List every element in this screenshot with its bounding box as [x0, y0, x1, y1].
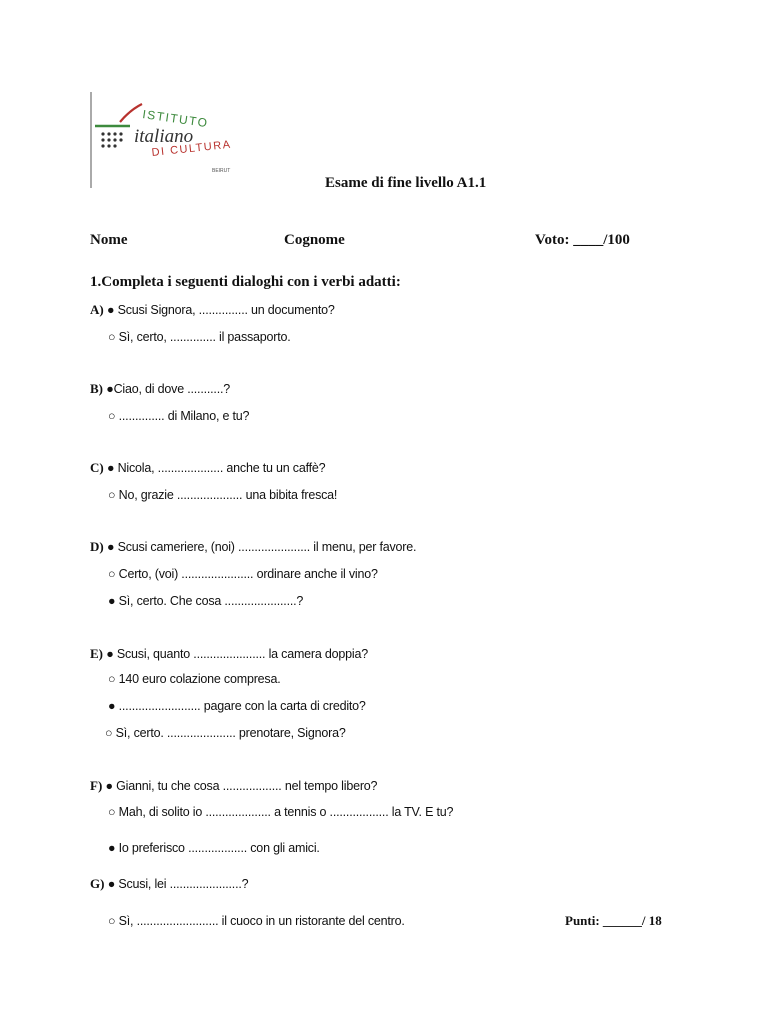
- dialogue-b-line-2: [108, 408, 249, 424]
- exam-title: Esame di fine livello A1.1: [325, 175, 487, 191]
- section-title: 1.Completa i seguenti dialoghi con i verbi adatti:: [90, 274, 401, 290]
- dialogue-label: G): [90, 876, 105, 891]
- dialogue-label: C): [90, 460, 104, 475]
- dialogue-text: ○ No, grazie .................... una bibita fresca!: [108, 488, 338, 502]
- dialogue-text: ○ Mah, di solito io .................... a tennis o .................. la TV. E tu?: [108, 805, 454, 819]
- score-label: Punti: ______/ 18: [565, 913, 662, 928]
- dialogue-text: ○ Sì, certo, .............. il passaporto.: [108, 330, 291, 344]
- dialogue-e-line-1: [90, 646, 368, 662]
- dialogue-label: A): [90, 302, 104, 317]
- dialogue-text: ● Sì, certo. Che cosa ......................?: [108, 594, 304, 608]
- dialogue-label: E): [90, 646, 103, 661]
- dialogue-c-line-2: [108, 487, 337, 503]
- dialogue-text: ○ Sì, ......................... il cuoco in un ristorante del centro.: [108, 914, 405, 928]
- dialogue-f-line-1: [90, 778, 377, 794]
- dialogue-text: ● Gianni, tu che cosa .................. nel tempo libero?: [105, 779, 378, 793]
- logo-line3: DI CULTURA: [151, 138, 233, 159]
- dialogue-a-line-2: [108, 329, 291, 345]
- dialogue-a-line-1: [90, 302, 335, 318]
- dialogue-label: F): [90, 778, 103, 793]
- dialogue-g-line-2: [108, 913, 405, 929]
- dialogue-d-line-3: [108, 593, 303, 609]
- dialogue-c-line-1: [90, 460, 325, 476]
- name-label: Nome: [90, 232, 128, 248]
- dialogue-text: ● Scusi, quanto ...................... la camera doppia?: [106, 647, 369, 661]
- dialogue-e-line-4: [105, 725, 346, 741]
- dialogue-text: ●Ciao, di dove ...........?: [106, 382, 230, 396]
- dialogue-b-line-1: [90, 381, 230, 397]
- dialogue-text: ● Nicola, .................... anche tu un caffè?: [106, 461, 326, 475]
- dialogue-text: ● Io preferisco .................. con gli amici.: [108, 841, 320, 855]
- dialogue-text: ○ .............. di Milano, e tu?: [108, 409, 250, 423]
- dialogue-d-line-2: [108, 566, 378, 582]
- dialogue-text: ○ 140 euro colazione compresa.: [108, 672, 281, 686]
- dialogue-text: ○ Sì, certo. ..................... prenotare, Signora?: [105, 726, 346, 740]
- dialogue-label: D): [90, 539, 104, 554]
- dialogue-e-line-2: [108, 671, 281, 687]
- dialogue-f-line-2: [108, 804, 453, 820]
- surname-label: Cognome: [284, 232, 345, 248]
- logo-line1: ISTITUTO: [141, 107, 210, 131]
- dialogue-f-line-3: [108, 840, 320, 856]
- dialogue-d-line-1: [90, 539, 416, 555]
- dialogue-text: ● Scusi cameriere, (noi) ...................... il menu, per favore.: [106, 540, 417, 554]
- dialogue-text: ● Scusi, lei ......................?: [107, 877, 249, 891]
- dialogue-label: B): [90, 381, 103, 396]
- dialogue-text: ● Scusi Signora, ............... un documento?: [106, 303, 335, 317]
- grade-label: Voto: ____/100: [535, 232, 630, 248]
- logo-city: BEIRUT: [212, 168, 231, 174]
- logo-line2: italiano: [134, 126, 194, 147]
- dialogue-text: ● ......................... pagare con la carta di credito?: [108, 699, 366, 713]
- institute-logo: [90, 92, 240, 188]
- dialogue-e-line-3: [108, 698, 366, 714]
- dialogue-text: ○ Certo, (voi) ...................... ordinare anche il vino?: [108, 567, 378, 581]
- dialogue-g-line-1: [90, 876, 248, 892]
